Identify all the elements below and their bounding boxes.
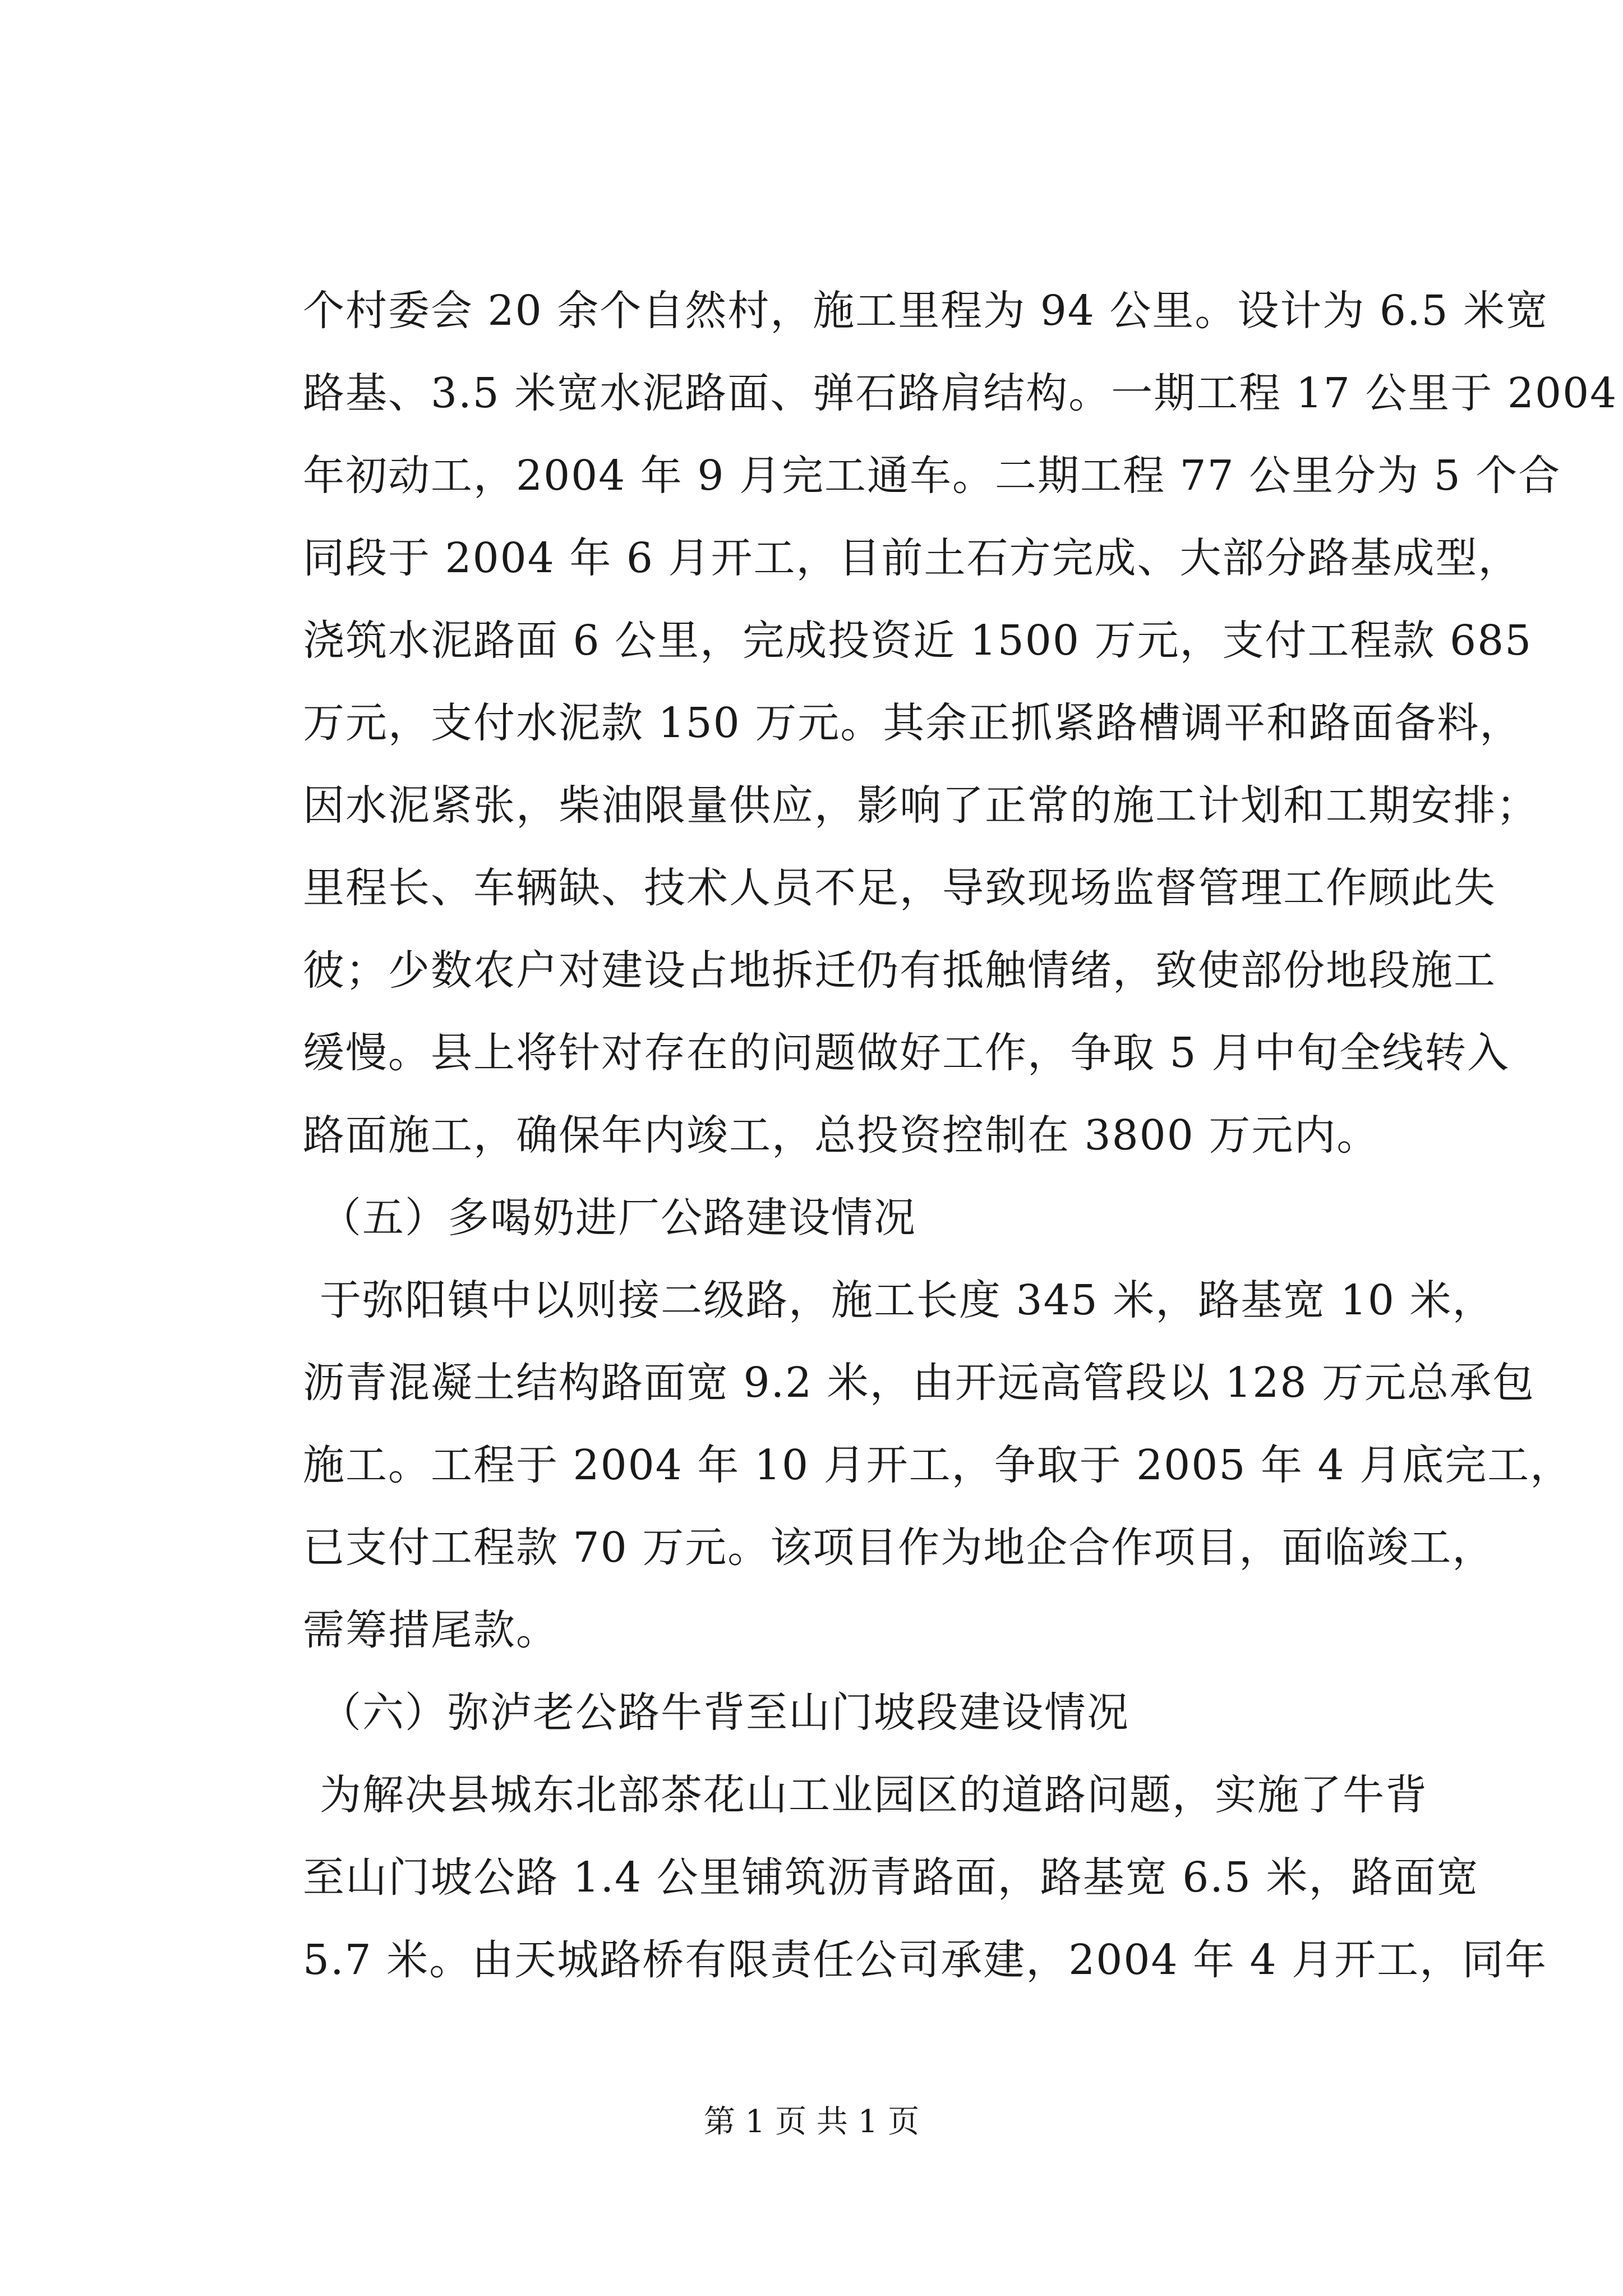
body-line: 个村委会 20 余个自然村，施工里程为 94 公里。设计为 6.5 米宽 [303, 287, 1549, 335]
body-line: 因水泥紧张，柴油限量供应，影响了正常的施工计划和工期安排； [303, 781, 1539, 830]
body-line: 彼；少数农户对建设占地拆迁仍有抵触情绪，致使部份地段施工 [303, 946, 1496, 995]
body-line: 已支付工程款 70 万元。该项目作为地企合作项目，面临竣工， [303, 1524, 1495, 1572]
body-line: 5.7 米。由天城路桥有限责任公司承建，2004 年 4 月开工，同年 [303, 1936, 1548, 1984]
body-line: 为解决县城东北部茶花山工业园区的道路问题，实施了牛背 [320, 1771, 1428, 1819]
section-heading-five: （五）多喝奶进厂公路建设情况 [320, 1194, 916, 1242]
body-line: 路基、3.5 米宽水泥路面、弹石路肩结构。一期工程 17 公里于 2004 [303, 369, 1618, 417]
section-heading-six: （六）弥泸老公路牛背至山门坡段建设情况 [320, 1688, 1129, 1737]
body-line: 万元，支付水泥款 150 万元。其余正抓紧路槽调平和路面备料， [303, 699, 1523, 747]
body-line: 沥青混凝土结构路面宽 9.2 米，由开远高管段以 128 万元总承包 [303, 1359, 1536, 1407]
body-line: 路面施工，确保年内竣工，总投资控制在 3800 万元内。 [303, 1111, 1380, 1159]
body-line: 年初动工，2004 年 9 月完工通车。二期工程 77 公里分为 5 个合 [303, 452, 1561, 500]
body-line: 于弥阳镇中以则接二级路，施工长度 345 米，路基宽 10 米， [320, 1276, 1495, 1324]
body-line: 需筹措尾款。 [303, 1606, 559, 1654]
body-line: 缓慢。县上将针对存在的问题做好工作，争取 5 月中旬全线转入 [303, 1029, 1510, 1077]
body-line: 里程长、车辆缺、技术人员不足，导致现场监督管理工作顾此失 [303, 864, 1496, 912]
body-line: 施工。工程于 2004 年 10 月开工，争取于 2005 年 4 月底完工， [303, 1441, 1573, 1489]
document-body [303, 280, 1618, 2012]
body-line: 浇筑水泥路面 6 公里，完成投资近 1500 万元，支付工程款 685 [303, 616, 1533, 665]
body-line: 同段于 2004 年 6 月开工，目前土石方完成、大部分路基成型， [303, 534, 1521, 582]
page-footer: 第 1 页 共 1 页 [703, 2104, 920, 2140]
body-line: 至山门坡公路 1.4 公里铺筑沥青路面，路基宽 6.5 米，路面宽 [303, 1853, 1479, 1902]
